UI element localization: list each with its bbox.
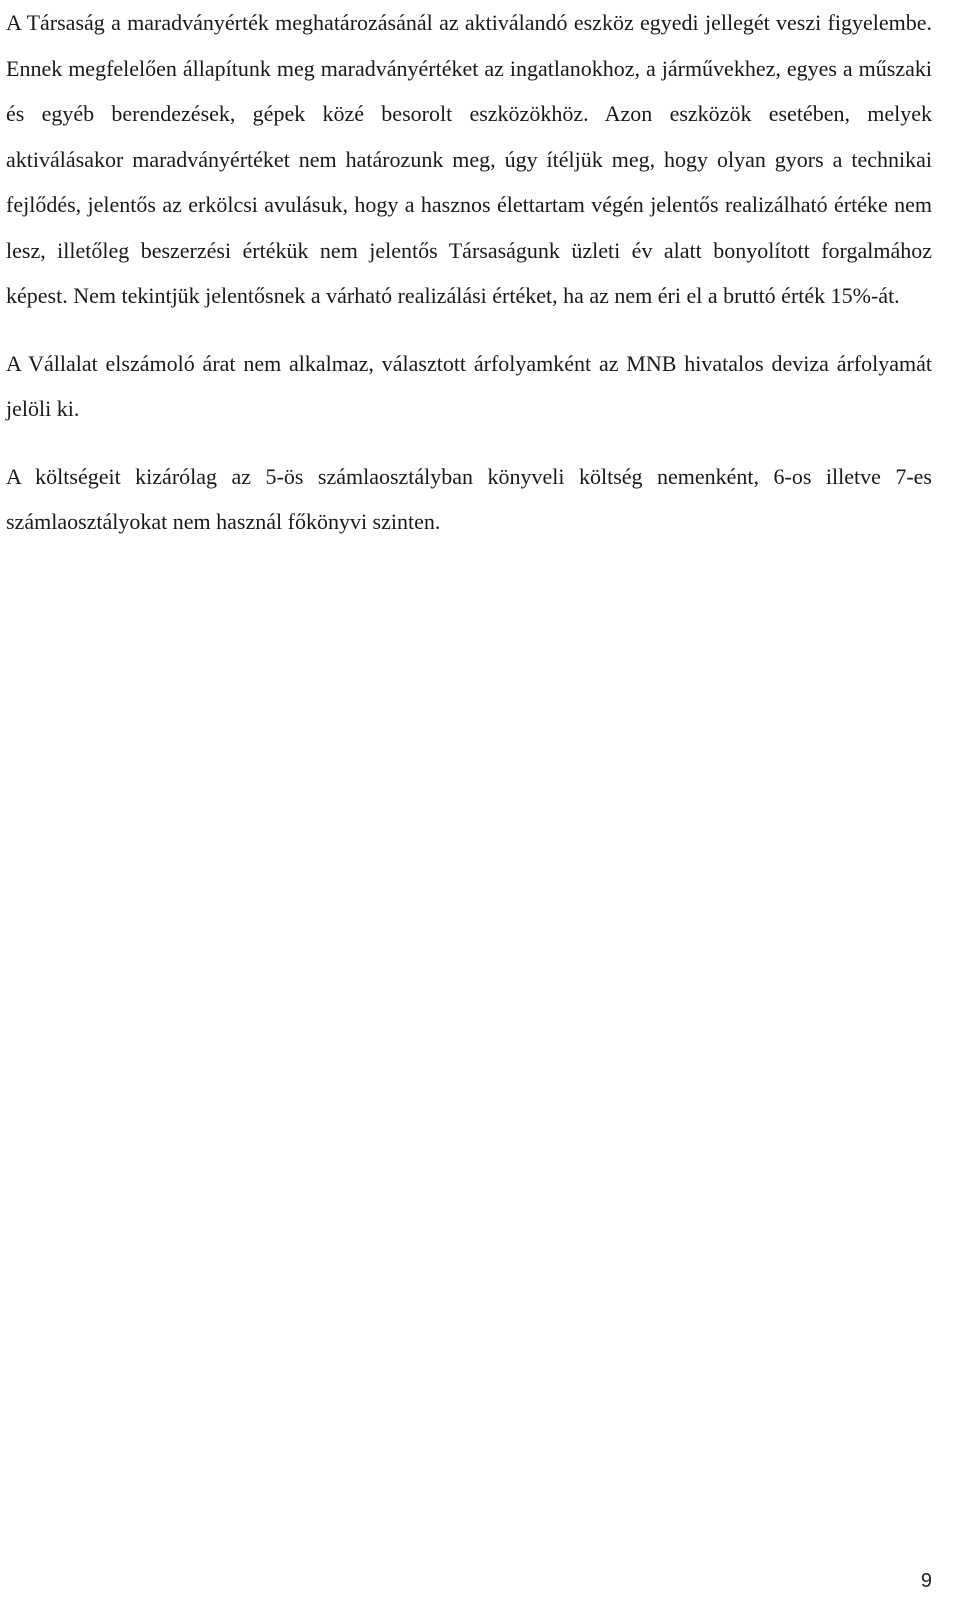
page-number: 9 [920, 1570, 932, 1592]
paragraph-cost-accounting: A költségeit kizárólag az 5-ös számlaosztályban könyveli költség nemenként, 6-os illetve 7-es számlaosztályokat nem használ főkönyvi szinten. [6, 463, 932, 534]
paragraph-exchange-rate: A Vállalat elszámoló árat nem alkalmaz, választott árfolyamként az MNB hivatalos deviza árfolyamát jelöli ki. [6, 350, 932, 421]
document-body [6, 0, 932, 545]
paragraph-residual-value: A Társaság a maradványérték meghatározásánál az aktiválandó eszköz egyedi jellegét veszi figyelembe. Ennek megfelelően állapítunk meg maradványértéket az ingatlanokhoz, a járművekhez, egyes a műszaki és egyéb berendezések, gépek közé besorolt eszközökhöz. Azon eszközök esetében, melyek aktiválásakor maradványértéket nem határozunk meg, úgy ítéljük meg, hogy olyan gyors a technikai fejlődés, jelentős az erkölcsi avulásuk, hogy a hasznos élettartam végén jelentős realizálható értéke nem lesz, illetőleg beszerzési értékük nem jelentős Társaságunk üzleti év alatt bonyolított forgalmához képest. Nem tekintjük jelentősnek a várható realizálási értéket, ha az nem éri el a bruttó érték 15%-át. [6, 10, 932, 308]
